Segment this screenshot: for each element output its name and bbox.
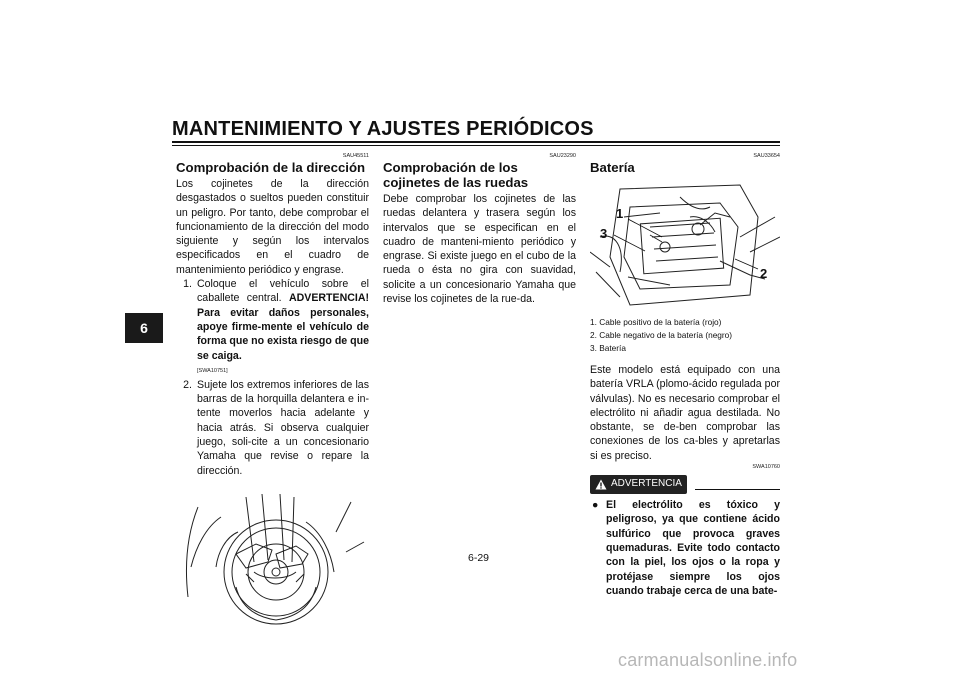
section-heading: Batería bbox=[590, 160, 635, 175]
step-2-text: Sujete los extremos inferiores de las barras de la horquilla delantera e in-tente moverlos hacia adelante y hacia atrás. Si observa cualquier juego, soli-cite a un concesionario Yamaha que revise o repare la dirección. bbox=[197, 378, 369, 477]
step-text bbox=[197, 277, 369, 375]
section-code: SAU33654 bbox=[753, 153, 780, 159]
warning-bullet bbox=[590, 498, 780, 598]
figure-label-3: 3 bbox=[600, 226, 608, 241]
figure-captions bbox=[590, 316, 780, 355]
section-code: SAU23290 bbox=[549, 153, 576, 159]
section-heading: Comprobación de la dirección bbox=[176, 160, 366, 175]
watermark: carmanualsonline.info bbox=[618, 650, 798, 670]
header-rule bbox=[172, 141, 780, 143]
warning-header bbox=[590, 475, 780, 494]
warning-bullet-text: El electrólito es tóxico y peligroso, ya que contiene ácido sulfúrico que provoca graves quemaduras. Evite todo contacto con la piel, los ojos o la ropa y protéjase siempre los ojos cuando trabaje cerca de una bate- bbox=[606, 499, 780, 597]
figure-label-1: 1 bbox=[616, 206, 624, 221]
caption: 2. Cable negativo de la batería (negro) bbox=[590, 330, 733, 340]
step-number: 2. bbox=[183, 378, 192, 391]
fork-illustration bbox=[176, 492, 369, 627]
step-2 bbox=[176, 378, 369, 478]
warning-triangle-icon bbox=[595, 479, 607, 490]
step-1 bbox=[176, 277, 369, 375]
step-number: 1. bbox=[183, 278, 192, 291]
wheels-section bbox=[383, 152, 576, 306]
caption: 3. Batería bbox=[590, 343, 626, 353]
step-1-warning: ADVERTENCIA! Para evitar daños personales, apoye firme-mente el vehículo de forma que no exista riesgo de que se caiga. bbox=[197, 292, 369, 362]
battery-illustration bbox=[590, 177, 780, 312]
bullet-icon: ● bbox=[592, 499, 599, 512]
figure-label-2: 2 bbox=[760, 266, 768, 281]
step-1-text: Coloque el vehículo sobre el caballete central. bbox=[197, 278, 369, 305]
wheels-text: Debe comprobar los cojinetes de las ruedas delantera y trasera según los intervalos que se especifican en el cuadro de manteni-miento periódico y engrase. Si existe juego en el cubo de la rueda o ésta no gira con suavidad, solicite a un concesionario Yamaha que revise los cojinetes de la rue-da. bbox=[383, 193, 576, 306]
warning-label: ADVERTENCIA bbox=[611, 478, 682, 490]
battery-section bbox=[590, 152, 780, 598]
steering-section bbox=[176, 152, 369, 627]
page-number: 6-29 bbox=[468, 552, 490, 564]
warning-rule bbox=[695, 489, 780, 490]
warning-code: SWA10760 bbox=[752, 464, 780, 471]
page-title: MANTENIMIENTO Y AJUSTES PERIÓDICOS bbox=[172, 118, 594, 140]
caption: 1. Cable positivo de la batería (rojo) bbox=[590, 317, 722, 327]
steering-intro: Los cojinetes de la dirección desgastados o sueltos pueden constituir un peligro. Por tanto, debe comprobar el funcionamiento de la dirección del modo siguiente y según los intervalos especificados en el cuadro de mantenimiento periódico y engrase. bbox=[176, 178, 369, 276]
chapter-tab: 6 bbox=[125, 313, 163, 343]
warning-code: [SWA10751] bbox=[197, 367, 228, 374]
section-code: SAU45511 bbox=[342, 153, 369, 159]
warning-badge bbox=[590, 475, 687, 494]
section-heading: Comprobación de los cojinetes de las ruedas bbox=[383, 160, 529, 190]
battery-text: Este modelo está equipado con una batería VRLA (plomo-ácido regulada por válvulas). No es necesario comprobar el electrólito ni añadir agua destilada. No obstante, se de-ben comprobar las conexiones de los ca-bles y apretarlas si es preciso. bbox=[590, 364, 780, 462]
header-rule-thin bbox=[172, 145, 780, 146]
